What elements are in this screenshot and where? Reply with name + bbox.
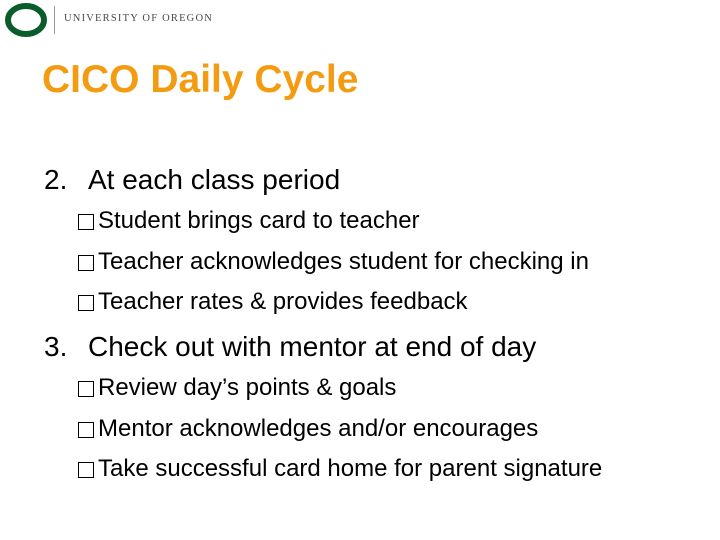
header	[0, 0, 720, 40]
list-item-text: Take successful card home for parent signature	[98, 455, 603, 482]
slide-title: CICO Daily Cycle	[42, 58, 359, 101]
list-item-text: Review day’s points & goals	[98, 374, 397, 401]
checkbox-bullet-icon	[78, 295, 94, 311]
university-wordmark: UNIVERSITY OF OREGON	[64, 13, 214, 24]
list-item-text: Mentor acknowledges and/or encourages	[98, 415, 539, 442]
checkbox-bullet-icon	[78, 255, 94, 271]
section-number: 3.	[44, 331, 68, 362]
oregon-o-logo-icon	[5, 3, 47, 37]
checkbox-bullet-icon	[78, 381, 94, 397]
section-heading-text: Check out with mentor at end of day	[88, 331, 537, 362]
list-item	[78, 207, 420, 235]
section-heading-text: At each class period	[88, 164, 341, 195]
list-item-text: Teacher acknowledges student for checking in	[98, 248, 589, 275]
section-heading	[44, 164, 340, 196]
section-heading	[44, 331, 536, 363]
section-number: 2.	[44, 164, 68, 195]
list-item-text: Teacher rates & provides feedback	[98, 288, 468, 315]
checkbox-bullet-icon	[78, 462, 94, 478]
list-item	[78, 455, 602, 483]
list-item-text: Student brings card to teacher	[98, 207, 420, 234]
checkbox-bullet-icon	[78, 214, 94, 230]
list-item	[78, 374, 396, 402]
logo-divider	[54, 6, 55, 34]
list-item	[78, 248, 589, 276]
checkbox-bullet-icon	[78, 422, 94, 438]
list-item	[78, 288, 468, 316]
list-item	[78, 415, 538, 443]
